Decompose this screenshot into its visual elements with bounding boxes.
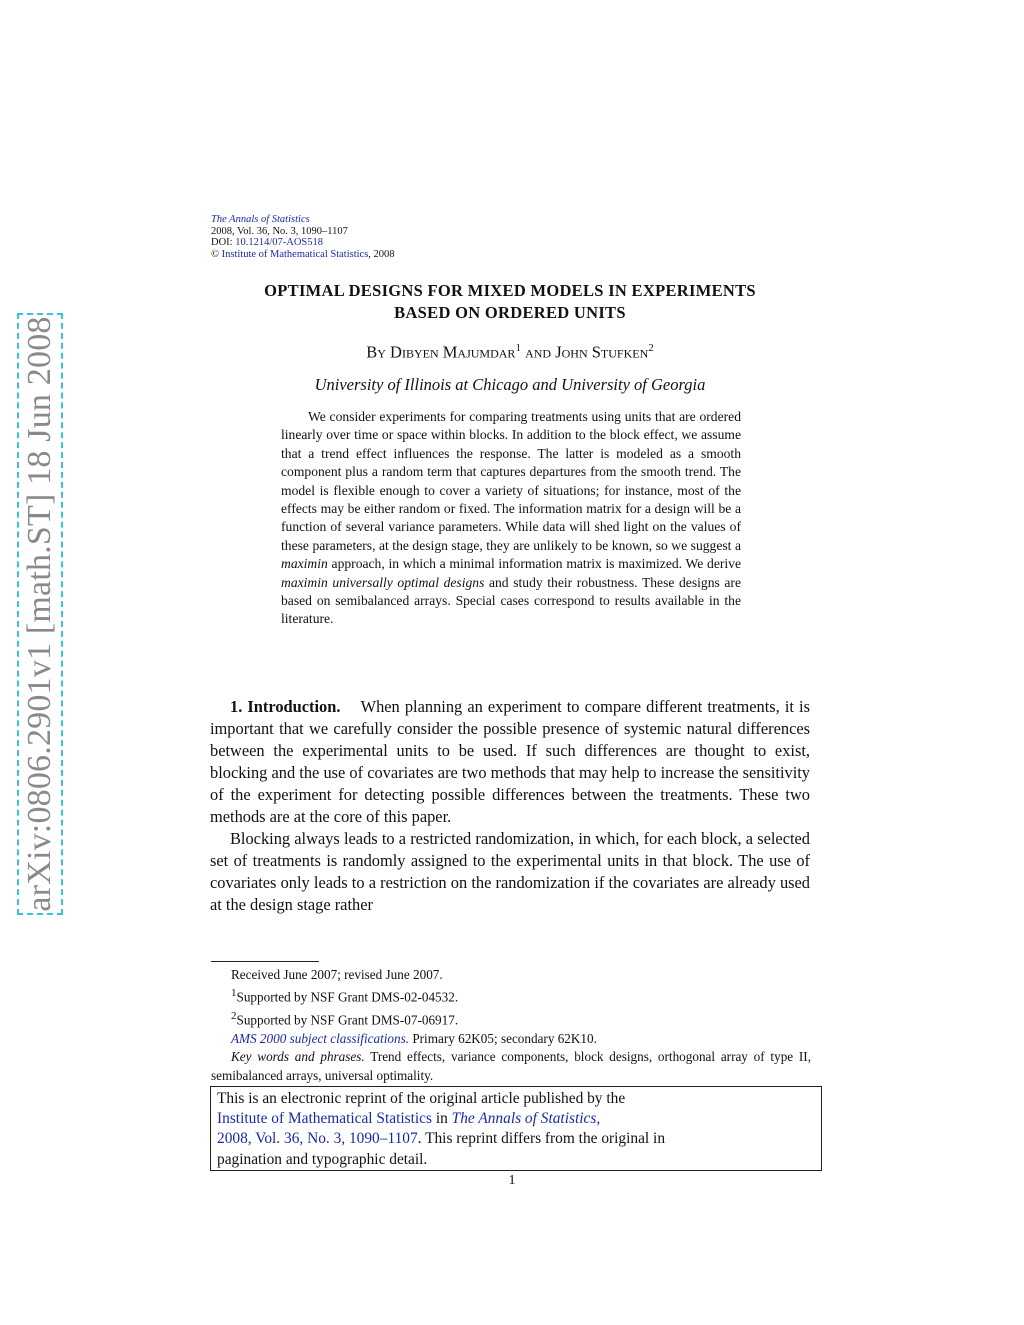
reprint-rest: . This reprint differs from the original in xyxy=(417,1130,666,1148)
abstract-emphasis-2: maximin universally optimal designs xyxy=(281,574,485,590)
abstract-emphasis-1: maximin xyxy=(281,556,328,572)
footnote-1-mark: 1 xyxy=(231,987,237,1000)
ams-text: Primary 62K05; secondary 62K10. xyxy=(409,1031,597,1046)
abstract xyxy=(281,408,741,629)
reprint-line-4: pagination and typographic detail. xyxy=(217,1150,428,1168)
footnote-2-text: Supported by NSF Grant DMS-07-06917. xyxy=(236,1012,459,1028)
reprint-journal-link[interactable]: The Annals of Statistics xyxy=(451,1110,597,1128)
journal-header xyxy=(211,214,395,260)
introduction-section xyxy=(210,696,810,916)
keywords-label: Key words and phrases. xyxy=(231,1049,365,1065)
doi-link[interactable]: 10.1214/07-AOS518 xyxy=(235,237,324,248)
reprint-notice xyxy=(210,1086,822,1171)
author-line xyxy=(200,342,820,363)
title-line-2: BASED ON ORDERED UNITS xyxy=(394,303,626,322)
reprint-line-1: This is an electronic reprint of the original article published by the xyxy=(217,1090,626,1107)
footnote-divider xyxy=(211,961,319,962)
volume-info: 2008, Vol. 36, No. 3, 1090–1107 xyxy=(211,225,348,237)
author-1-mark: 1 xyxy=(515,342,521,354)
author-1: Dibyen Majumdar xyxy=(390,342,516,362)
intro-paragraph-1: When planning an experiment to compare different treatments, it is important that we carefully consider the possible presence of systemic natural differences between the experimental units to be used. If such differences are thought to exist, blocking and the use of covariates are two methods that may help to increase the sensitivity of the experiment for detecting possible differences between the treatments. These two methods are at the core of this paper. xyxy=(210,697,810,826)
reprint-citation-link[interactable]: 2008, Vol. 36, No. 3, 1090–1107 xyxy=(217,1130,418,1148)
keywords xyxy=(211,1048,811,1085)
intro-paragraph-2: Blocking always leads to a restricted randomization, in which, for each block, a selected set of treatments is randomly assigned to the experimental units in that block. The use of covariates only leads to a restriction on the randomization if the covariates are already used at the design stage rather xyxy=(210,829,810,914)
arxiv-stamp xyxy=(17,313,63,915)
abstract-text-1: We consider experiments for comparing treatments using units that are ordered linearly over time or space within blocks. In addition to the block effect, we assume that a trend effect influences the response. The latter is modeled as a smooth component plus a random term that captures departures from the smooth trend. The model is flexible enough to cover a variety of situations; for instance, most of the effects may be either random or fixed. The information matrix for a design will be a function of several variance parameters. While data will shed light on the values of these parameters, at the design stage, they are unlikely to be known, so we suggest a xyxy=(281,409,741,553)
ams-classification xyxy=(211,1030,811,1048)
ams-link[interactable]: AMS 2000 subject classifications. xyxy=(231,1031,410,1046)
journal-link[interactable]: The Annals of Statistics xyxy=(211,214,310,225)
arxiv-identifier: arXiv:0806.2901v1 [math.ST] 18 Jun 2008 xyxy=(21,316,58,912)
reprint-comma: , xyxy=(596,1110,601,1128)
copyright-symbol: © xyxy=(211,248,219,260)
abstract-text-3: and study their robustness. These designs are based on semibalanced arrays. Special cases correspond to results available in the literature. xyxy=(281,574,741,627)
reprint-in: in xyxy=(432,1110,452,1128)
received-note: Received June 2007; revised June 2007. xyxy=(231,967,443,982)
title-line-1: OPTIMAL DESIGNS FOR MIXED MODELS IN EXPERIMENTS xyxy=(264,281,756,300)
affiliation: University of Illinois at Chicago and University of Georgia xyxy=(314,375,706,394)
copyright-year: , 2008 xyxy=(368,248,395,260)
by-label: By xyxy=(366,342,386,362)
page-number: 1 xyxy=(508,1173,516,1188)
ims-link[interactable]: Institute of Mathematical Statistics xyxy=(221,248,369,260)
doi-label: DOI: xyxy=(211,237,233,248)
reprint-ims-link[interactable]: Institute of Mathematical Statistics xyxy=(217,1110,432,1128)
abstract-text-2: approach, in which a minimal information matrix is maximized. We derive xyxy=(327,556,741,572)
author-2: John Stufken xyxy=(555,342,649,362)
paper-title xyxy=(200,280,820,324)
footnote-1 xyxy=(211,984,811,1007)
footnote-2-mark: 2 xyxy=(231,1010,237,1023)
section-heading: 1. Introduction. xyxy=(230,697,341,716)
keywords-text: Trend effects, variance components, block designs, orthogonal array of type II, semibalanced arrays, universal optimality. xyxy=(211,1049,811,1083)
footnote-1-text: Supported by NSF Grant DMS-02-04532. xyxy=(236,989,459,1005)
and-label: and xyxy=(525,342,552,362)
footnotes xyxy=(211,966,811,1085)
footnote-2 xyxy=(211,1007,811,1030)
author-2-mark: 2 xyxy=(648,342,654,354)
